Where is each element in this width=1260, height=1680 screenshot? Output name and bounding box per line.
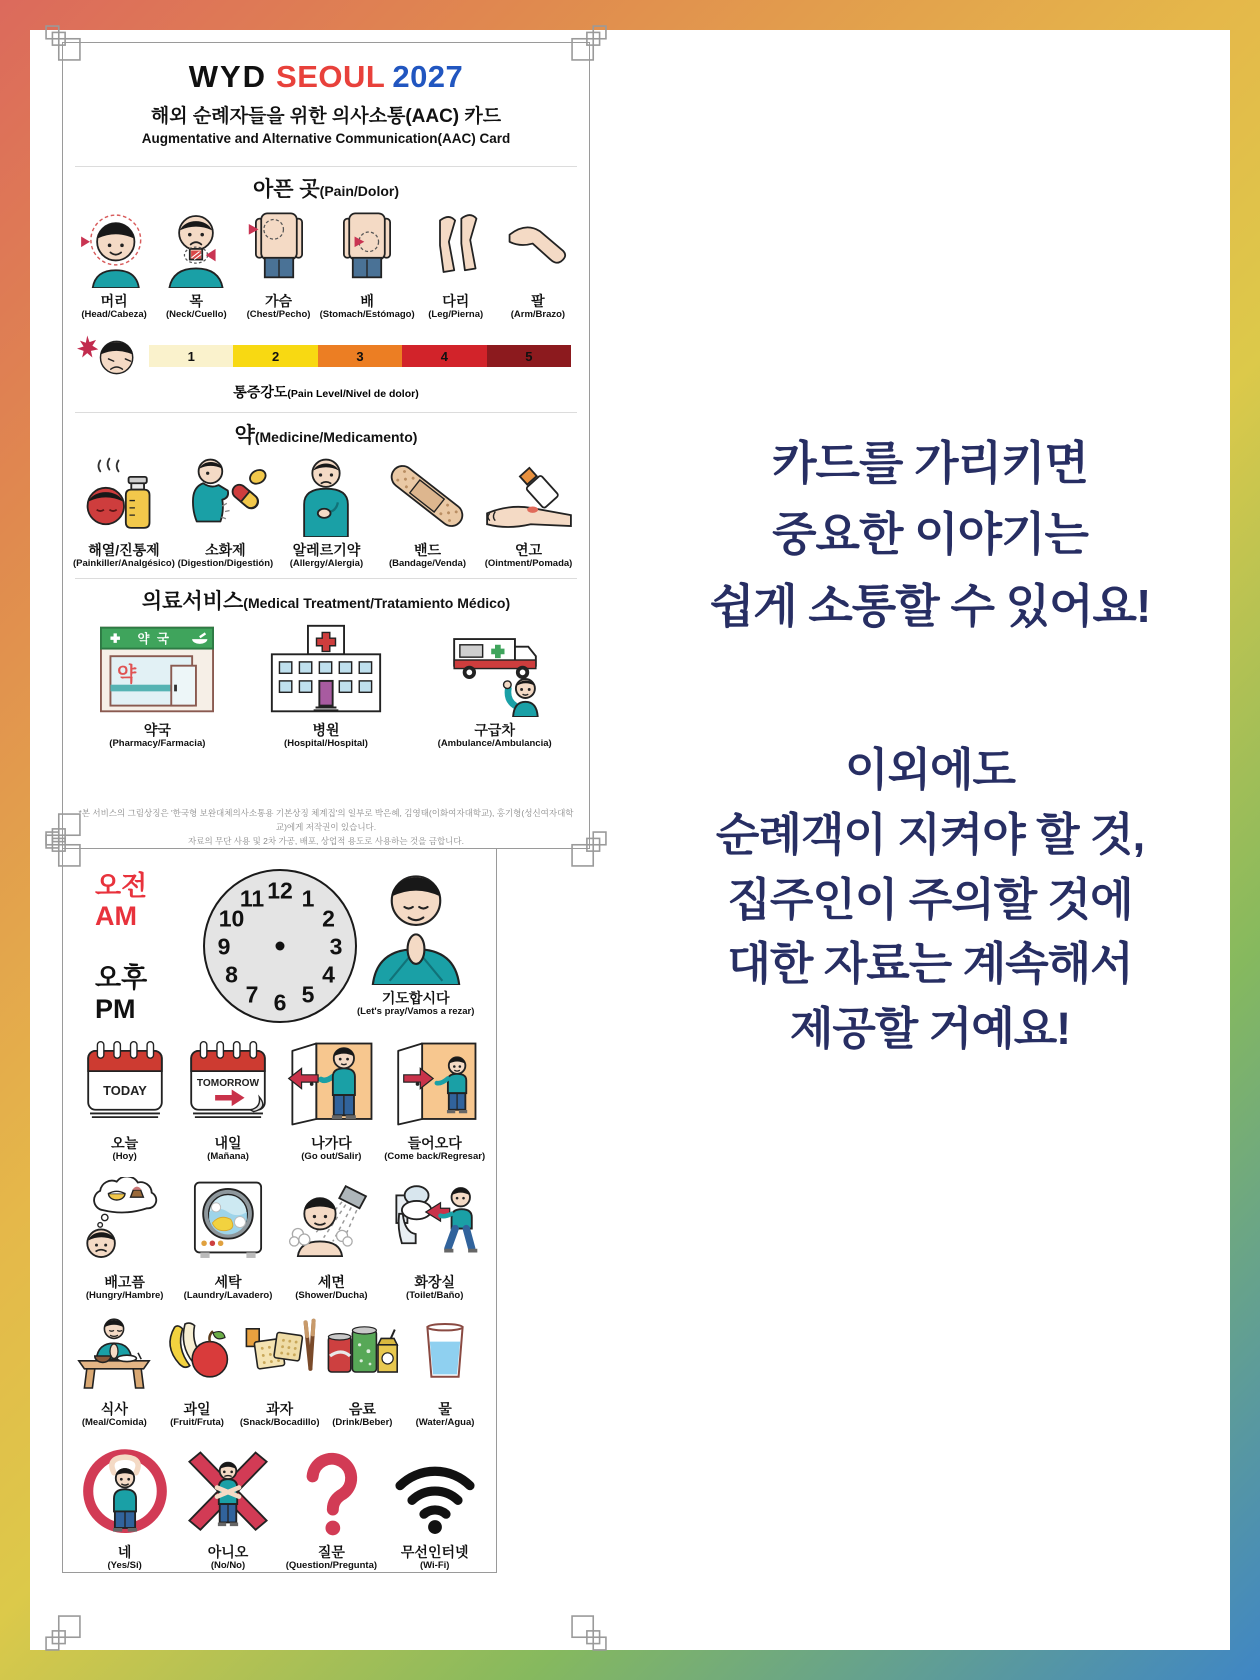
logo-year: 2027 xyxy=(392,59,464,94)
svg-text:약: 약 xyxy=(117,663,137,686)
medicine-item-painkiller: 해열/진통제 (Painkiller/Analgésico) xyxy=(73,455,175,570)
medicine-section-heading: 약(Medicine/Medicamento) xyxy=(234,424,418,448)
fruit-icon xyxy=(156,1316,238,1396)
pain-item-leg: 다리 (Leg/Pierna) xyxy=(415,208,497,321)
item-meal: 식사 (Meal/Comida) xyxy=(73,1316,156,1429)
clock-number: 11 xyxy=(239,885,265,911)
service-item-hospital: 병원 (Hospital/Hospital) xyxy=(242,622,411,750)
pain-scale-segment-1: 1 xyxy=(149,345,233,367)
pain-scale-segment-2: 2 xyxy=(233,345,317,367)
clock-number: 1 xyxy=(301,885,315,911)
come-back-icon xyxy=(389,1038,481,1130)
hungry-icon xyxy=(79,1177,171,1269)
head-icon xyxy=(77,208,151,288)
yes-icon xyxy=(79,1447,171,1539)
divider xyxy=(75,412,577,413)
card-title-english: Augmentative and Alternative Communication(AAC) Card xyxy=(141,131,511,146)
services-section-heading: 의료서비스(Medical Treatment/Tratamiento Médico) xyxy=(141,589,511,613)
pain-item-head: 머리 (Head/Cabeza) xyxy=(73,208,155,321)
pharmacy-icon xyxy=(95,622,219,717)
go-out-icon xyxy=(285,1038,377,1130)
arm-icon xyxy=(501,208,575,288)
shower-icon xyxy=(285,1177,377,1269)
divider xyxy=(75,166,577,167)
pain-scale-segment-5: 5 xyxy=(487,345,571,367)
wyd-seoul-2027-logo xyxy=(63,43,589,95)
today-calendar-icon xyxy=(79,1038,171,1130)
wifi-icon xyxy=(385,1447,485,1539)
promo-line: 카드를 가리키면 xyxy=(772,437,1088,489)
medicine-item-bandage: 밴드 (Bandage/Venda) xyxy=(377,455,478,570)
painkiller-icon xyxy=(78,455,170,537)
clock-number: 4 xyxy=(322,961,335,988)
clock-number: 3 xyxy=(329,933,343,960)
clock-number: 9 xyxy=(217,933,231,960)
corner-ornament xyxy=(571,1615,607,1651)
item-drink: 음료 (Drink/Beber) xyxy=(321,1316,404,1429)
service-item-ambulance: 구급차 (Ambulance/Ambulancia) xyxy=(410,622,579,750)
logo-wyd: WYD xyxy=(188,59,268,94)
time-row xyxy=(63,849,496,1024)
pain-items-row xyxy=(63,208,589,321)
promo-line: 중요한 이야기는 xyxy=(772,508,1088,561)
corner-ornament xyxy=(571,831,607,867)
tomorrow-calendar-icon xyxy=(182,1038,274,1130)
clock-number: 8 xyxy=(225,961,238,988)
digestion-icon xyxy=(179,455,271,537)
item-laundry: 세탁 (Laundry/Lavadero) xyxy=(176,1177,279,1302)
clock-number: 6 xyxy=(273,989,287,1016)
aac-card-daily xyxy=(62,848,497,1573)
promo-text-block-2 xyxy=(624,738,1236,1062)
pain-item-arm: 팔 (Arm/Brazo) xyxy=(497,208,579,321)
pain-scale-label: 통증강도(Pain Level/Nivel de dolor) xyxy=(233,384,419,401)
corner-ornament xyxy=(45,1615,81,1651)
item-question: 질문 (Question/Pregunta) xyxy=(280,1447,383,1572)
daily-row-3 xyxy=(63,1177,496,1302)
am-pm-labels xyxy=(85,865,191,1024)
item-come-back: 들어오다 (Come back/Regresar) xyxy=(383,1038,486,1163)
medicine-item-digestion: 소화제 (Digestion/Digestión) xyxy=(175,455,276,570)
pm-label: 오후 PM xyxy=(95,963,148,1024)
chest-icon xyxy=(242,208,316,288)
am-label: 오전 AM xyxy=(95,871,148,932)
corner-ornament xyxy=(45,25,81,61)
svg-text:약국: 약국 xyxy=(137,631,177,646)
item-toilet: 화장실 (Toilet/Baño) xyxy=(383,1177,486,1302)
item-hungry: 배고픔 (Hungry/Hambre) xyxy=(73,1177,176,1302)
clock-number: 2 xyxy=(322,905,335,932)
meal-icon xyxy=(73,1316,155,1396)
promo-line: 이외에도 xyxy=(845,744,1015,795)
ambulance-icon xyxy=(433,622,557,717)
medicine-item-allergy: 알레르기약 (Allergy/Alergia) xyxy=(276,455,377,570)
clock-number: 12 xyxy=(267,877,293,904)
clock-icon xyxy=(203,869,357,1023)
promo-line: 집주인이 주의할 것에 xyxy=(727,873,1133,925)
item-water: 물 (Water/Agua) xyxy=(404,1316,487,1429)
daily-row-5 xyxy=(63,1447,496,1572)
aac-card-medical-wrap xyxy=(62,42,590,846)
item-wifi: 무선인터넷 (Wi-Fi) xyxy=(383,1447,486,1572)
pain-scale-segment-3: 3 xyxy=(318,345,402,367)
poster-inner xyxy=(30,30,1230,1650)
water-icon xyxy=(404,1316,486,1396)
toilet-icon xyxy=(389,1177,481,1269)
allergy-icon xyxy=(280,455,372,537)
pain-item-stomach: 배 (Stomach/Estómago) xyxy=(320,208,415,321)
promo-text-block-1 xyxy=(628,428,1232,642)
promo-line: 쉽게 소통할 수 있어요! xyxy=(709,579,1151,632)
laundry-icon xyxy=(182,1177,274,1269)
aac-card-medical xyxy=(62,42,590,849)
clock-number: 10 xyxy=(218,905,245,932)
pray-icon xyxy=(358,865,474,985)
clock-number: 5 xyxy=(301,981,315,1008)
item-tomorrow: TOMORROW 내일 (Mañana) xyxy=(176,1038,279,1163)
promo-line: 대한 자료는 계속해서 xyxy=(727,938,1133,990)
pain-scale-row xyxy=(77,333,571,379)
aac-card-daily-wrap xyxy=(62,848,590,1634)
svg-text:TODAY: TODAY xyxy=(102,1082,147,1098)
pray-item: 기도합시다 (Let's pray/Vamos a rezar) xyxy=(357,865,474,1018)
promo-line: 제공할 거예요! xyxy=(789,1003,1071,1055)
service-item-pharmacy: 약국 약 약국 (Pharmacy/Farmacia) xyxy=(73,622,242,750)
question-mark-icon xyxy=(285,1447,377,1539)
hospital-icon xyxy=(264,622,388,717)
pain-scale-segment-4: 4 xyxy=(402,345,486,367)
bandage-icon xyxy=(381,455,473,537)
item-today: TODAY 오늘 (Hoy) xyxy=(73,1038,176,1163)
item-no: 아니오 (No/No) xyxy=(176,1447,279,1572)
legs-icon xyxy=(419,208,493,288)
medicine-items-row xyxy=(63,455,589,570)
snack-icon xyxy=(239,1316,321,1396)
pain-item-chest: 가슴 (Chest/Pecho) xyxy=(237,208,319,321)
clock-number: 7 xyxy=(245,981,259,1008)
pain-item-neck: 목 (Neck/Cuello) xyxy=(155,208,237,321)
services-items-row xyxy=(63,622,589,750)
item-snack: 과자 (Snack/Bocadillo) xyxy=(238,1316,321,1429)
no-icon xyxy=(182,1447,274,1539)
corner-ornament xyxy=(45,831,81,867)
copyright-footnote: *본 서비스의 그림상징은 '한국형 보완대체의사소통용 기본상징 체계집'의 일부로 박은혜, 김영태(이화여자대학교), 홍기형(성신여자대학교)에게 저작권이 있습니다. 자료의 무단 사용 및 2차 가공, 배포, 상업적 용도로 사용하는 것을 금합니다. xyxy=(78,807,574,846)
ointment-icon xyxy=(483,455,575,537)
neck-icon xyxy=(159,208,233,288)
divider xyxy=(75,578,577,579)
pain-scale xyxy=(149,345,571,367)
clock-center-dot xyxy=(276,942,285,951)
logo-seoul: SEOUL xyxy=(276,59,386,94)
pain-section-heading: 아픈 곳(Pain/Dolor) xyxy=(252,178,400,201)
svg-text:TOMORROW: TOMORROW xyxy=(196,1077,260,1089)
item-shower: 세면 (Shower/Ducha) xyxy=(280,1177,383,1302)
card-title-korean: 해외 순례자들을 위한 의사소통(AAC) 카드 xyxy=(150,106,502,127)
pain-face-icon xyxy=(77,333,143,379)
daily-row-4 xyxy=(63,1316,496,1429)
stomach-icon xyxy=(330,208,404,288)
drink-icon xyxy=(321,1316,403,1396)
promo-line: 순례객이 지켜야 할 것, xyxy=(715,808,1145,860)
item-yes: 네 (Yes/Sí) xyxy=(73,1447,176,1572)
item-go-out: 나가다 (Go out/Salir) xyxy=(280,1038,383,1163)
medicine-item-ointment: 연고 (Ointment/Pomada) xyxy=(478,455,579,570)
corner-ornament xyxy=(571,25,607,61)
daily-row-2 xyxy=(63,1038,496,1163)
item-fruit: 과일 (Fruit/Fruta) xyxy=(156,1316,239,1429)
